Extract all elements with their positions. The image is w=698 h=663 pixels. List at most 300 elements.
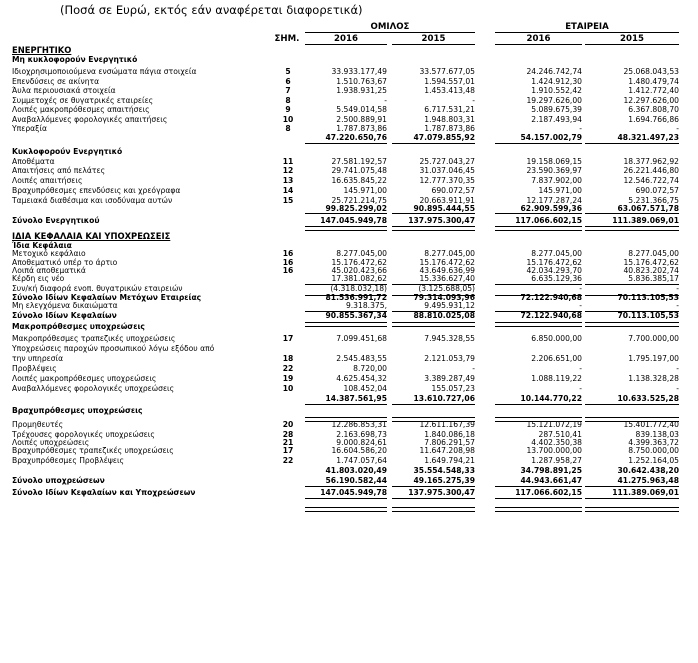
amount-cell: 5.089.675,39: [531, 105, 582, 114]
row-label: Απαιτήσεις από πελάτες: [12, 166, 106, 175]
subtotal-rule: [305, 404, 387, 405]
row-label: Αναβαλλόμενες φορολογικές υποχρεώσεις: [12, 384, 175, 393]
subtotal-rule: [495, 213, 582, 214]
note-ref: 7: [285, 86, 291, 95]
amount-cell: 1.138.328,28: [628, 374, 679, 383]
row-label: Ταμειακά διαθέσιμα και ισοδύναμα αυτών: [12, 196, 173, 205]
amount-cell: 47.220.650,76: [325, 133, 387, 142]
row-label: Σύνολο Ιδίων Κεφαλαίων: [12, 311, 117, 320]
subtotal-rule: [585, 498, 679, 499]
statement-row: [0, 67, 698, 77]
amount-cell: 45.020.423,66: [331, 266, 387, 275]
note-ref: 8: [285, 96, 291, 105]
amount-cell: 81.536.991,72: [325, 293, 387, 302]
amount-cell: 690.072,57: [635, 186, 679, 195]
note-ref: [278, 133, 298, 143]
statement-row: [0, 176, 698, 186]
amount-cell: [392, 344, 475, 354]
amount-cell: -: [676, 284, 679, 293]
amount-cell: 111.389.069,01: [612, 216, 679, 225]
amount-cell: 31.037.046,45: [419, 166, 475, 175]
amount-cell: 1.412.772,40: [628, 86, 679, 95]
row-label: Άυλα περιουσιακά στοιχεία: [12, 86, 116, 95]
amount-cell: 147.045.949,78: [320, 488, 387, 497]
subtotal-rule: [585, 295, 679, 296]
amount-cell: 44.943.661,47: [520, 476, 582, 485]
row-label: Λοιπά αποθεματικά: [12, 266, 86, 275]
amount-cell: 27.581.192,57: [331, 157, 387, 166]
amount-cell: 15.121.072,19: [526, 420, 582, 429]
row-label: Μακροπρόθεσμες υποχρεώσεις: [12, 322, 145, 331]
statement-row: [0, 344, 698, 354]
amount-cell: -: [579, 124, 582, 133]
amount-cell: 2.545.483,55: [336, 354, 387, 363]
amount-cell: 1.594.557,01: [424, 77, 475, 86]
amount-cell: 690.072,57: [431, 186, 475, 195]
amount-cell: -: [676, 364, 679, 373]
total-double-rule: [392, 226, 475, 231]
note-ref: [278, 231, 298, 241]
note-ref: 15: [282, 196, 294, 205]
amount-cell: 29.741.075,48: [331, 166, 387, 175]
amount-cell: 6.850.000,00: [531, 334, 582, 343]
note-ref: 14: [282, 186, 294, 195]
amount-cell: [392, 55, 475, 65]
subtotal-rule: [392, 311, 475, 312]
amount-cell: 70.113.105,53: [617, 293, 679, 302]
amount-cell: 2.121.053,79: [424, 354, 475, 363]
row-label: ΕΝΕΡΓΗΤΙΚΟ: [12, 45, 72, 55]
subtotal-rule: [392, 213, 475, 214]
statement-row: [0, 394, 698, 404]
amount-cell: 49.165.275,39: [413, 476, 475, 485]
amount-cell: 72.122.940,68: [520, 311, 582, 320]
note-ref: [278, 394, 298, 404]
amount-cell: [305, 45, 387, 55]
amount-cell: 9.318.375,: [345, 301, 387, 310]
row-label: Υπεραξία: [12, 124, 47, 133]
amount-cell: 19.297.626,00: [526, 96, 582, 105]
row-label: Σύνολο υποχρεώσεων: [12, 476, 105, 485]
row-label: Αποθέματα: [12, 157, 55, 166]
amount-cell: (4.318.032,18): [330, 284, 387, 293]
amount-cell: 41.275.963,48: [617, 476, 679, 485]
amount-cell: 15.401.772,40: [623, 420, 679, 429]
row-label: Υποχρεώσεις παροχών προσωπικού λόγω εξόδου από: [12, 344, 215, 353]
statement-row: [0, 384, 698, 394]
row-label: Τρέχουσες φορολογικές υποχρεώσεις: [12, 430, 155, 439]
amount-cell: [392, 231, 475, 241]
amount-cell: [495, 147, 582, 157]
amount-cell: [585, 147, 679, 157]
company-header-rule: [495, 32, 679, 33]
row-label: Λοιπές υποχρεώσεις: [12, 438, 90, 447]
amount-cell: [585, 231, 679, 241]
subtotal-rule: [495, 486, 582, 487]
amount-cell: 7.099.451,68: [336, 334, 387, 343]
subtotal-rule: [392, 143, 475, 144]
note-ref: [278, 476, 298, 486]
amount-cell: 15.336.627,40: [419, 274, 475, 283]
company-2015-header: 2015: [620, 34, 644, 44]
note-ref: 21: [282, 438, 294, 447]
amount-cell: 15.176.472,62: [526, 258, 582, 267]
amount-cell: 2.163.698,73: [336, 430, 387, 439]
amount-cell: 25.727.043,27: [419, 157, 475, 166]
row-label: Κυκλοφορούν Ενεργητικό: [12, 147, 123, 156]
row-label: Σύνολο Ιδίων Κεφαλαίων και Υποχρεώσεων: [12, 488, 196, 497]
note-ref: [278, 466, 298, 476]
amount-cell: 12.177.287,24: [526, 196, 582, 205]
row-label: Βραχυπρόθεσμες Προβλέψεις: [12, 456, 124, 465]
row-label: Βραχυπρόθεσμες υποχρεώσεις: [12, 406, 143, 415]
subtotal-rule: [305, 143, 387, 144]
amount-cell: 1.938.931,25: [336, 86, 387, 95]
total-double-rule: [305, 322, 387, 327]
amount-cell: 8.277.045,00: [531, 249, 582, 258]
amount-cell: 12.286.853,31: [331, 420, 387, 429]
amount-cell: 1.948.803,31: [424, 115, 475, 124]
note-ref: 5: [285, 67, 291, 76]
amount-cell: 145.971,00: [538, 186, 582, 195]
note-ref: 20: [282, 420, 294, 429]
amount-cell: -: [579, 284, 582, 293]
total-double-rule: [305, 226, 387, 231]
statement-row: [0, 301, 698, 311]
row-label: Κέρδη εις νέο: [12, 274, 65, 283]
amount-cell: 19.158.069,15: [526, 157, 582, 166]
row-label: Μη ελεγχόμενα δικαιώματα: [12, 301, 118, 310]
amount-cell: 839.138,03: [635, 430, 679, 439]
note-ref: 22: [282, 364, 294, 373]
total-double-rule: [392, 322, 475, 327]
amount-cell: 25.068.043,53: [623, 67, 679, 76]
subtotal-rule: [305, 486, 387, 487]
statement-row: [0, 374, 698, 384]
amount-cell: 117.066.602,15: [515, 488, 582, 497]
amount-cell: [585, 406, 679, 416]
total-double-rule: [585, 226, 679, 231]
amount-cell: 20.663.911,91: [419, 196, 475, 205]
amount-cell: 1.795.197,00: [628, 354, 679, 363]
row-label: Μη κυκλοφορούν Ενεργητικό: [12, 55, 138, 64]
subtotal-rule: [305, 284, 387, 285]
amount-cell: 88.810.025,08: [413, 311, 475, 320]
amount-cell: 15.176.472,62: [331, 258, 387, 267]
total-double-rule: [495, 226, 582, 231]
amount-cell: 8.277.045,00: [336, 249, 387, 258]
total-double-rule: [585, 507, 679, 512]
subtotal-rule: [495, 284, 582, 285]
amount-cell: 12.546.722,74: [623, 176, 679, 185]
subtotal-rule: [495, 295, 582, 296]
note-ref: [278, 406, 298, 416]
amount-cell: [305, 147, 387, 157]
amount-cell: 16.604.586,20: [331, 446, 387, 455]
note-ref: 6: [285, 77, 291, 86]
amount-cell: [305, 55, 387, 65]
amount-cell: 2.187.493,94: [531, 115, 582, 124]
amount-cell: 8.277.045,00: [424, 249, 475, 258]
amount-cell: [495, 406, 582, 416]
amount-cell: [495, 231, 582, 241]
amount-cell: [585, 55, 679, 65]
note-ref: 17: [282, 334, 294, 343]
amount-cell: 7.700.000,00: [628, 334, 679, 343]
subtotal-rule: [305, 213, 387, 214]
amount-cell: [495, 55, 582, 65]
statement-row: [0, 86, 698, 96]
statement-row: [0, 166, 698, 176]
amount-cell: [392, 147, 475, 157]
amount-cell: 1.453.413,48: [424, 86, 475, 95]
statement-row: [0, 334, 698, 344]
note-ref: [278, 274, 298, 284]
amount-cell: 3.389.287,49: [424, 374, 475, 383]
amount-cell: -: [579, 301, 582, 310]
amount-cell: 9.000.824,61: [336, 438, 387, 447]
amount-cell: 4.625.454,32: [336, 374, 387, 383]
note-ref: [278, 147, 298, 157]
note-ref: [278, 311, 298, 321]
statement-row: [0, 216, 698, 226]
statement-row: [0, 476, 698, 486]
amount-cell: 18.377.962,92: [623, 157, 679, 166]
amount-cell: [585, 344, 679, 354]
amount-cell: -: [579, 364, 582, 373]
note-ref: [278, 301, 298, 311]
amount-cell: [495, 344, 582, 354]
amount-cell: 15.176.472,62: [623, 258, 679, 267]
row-label: Αναβαλλόμενες φορολογικές απαιτήσεις: [12, 115, 168, 124]
statement-row: [0, 105, 698, 115]
amount-cell: 25.721.214,75: [331, 196, 387, 205]
total-double-rule: [585, 417, 679, 422]
amount-cell: 108.452,04: [343, 384, 387, 393]
amount-cell: -: [384, 96, 387, 105]
row-label: Λοιπές μακροπρόθεσμες υποχρεώσεις: [12, 374, 157, 383]
subtotal-rule: [585, 404, 679, 405]
amount-cell: 1.747.057,64: [336, 456, 387, 465]
subtotal-rule: [585, 143, 679, 144]
subtotal-rule: [585, 213, 679, 214]
group-header-rule: [305, 32, 475, 33]
note-ref: [278, 204, 298, 214]
statement-row: [0, 456, 698, 466]
amount-cell: 12.611.167,39: [419, 420, 475, 429]
subtotal-rule: [585, 284, 679, 285]
amount-cell: 1.649.794,21: [424, 456, 475, 465]
group-header: ΟΜΙΛΟΣ: [370, 22, 410, 32]
amount-cell: 8.750.000,00: [628, 446, 679, 455]
subtotal-rule: [392, 486, 475, 487]
subtotal-rule: [495, 404, 582, 405]
subtotal-rule: [305, 295, 387, 296]
amount-cell: 1.787.873,86: [336, 124, 387, 133]
amount-cell: 40.823.202,74: [623, 266, 679, 275]
amount-cell: 15.176.472,62: [419, 258, 475, 267]
row-label: Βραχυπρόθεσμες επενδύσεις και χρεόγραφα: [12, 186, 181, 195]
row-label: Σύνολο Ιδίων Κεφαλαίων Μετόχων Εταιρείας: [12, 293, 202, 302]
amount-cell: 1.840.086,18: [424, 430, 475, 439]
row-label: Συν/κή διαφορά ενοπ. θυγατρικών εταιρειών: [12, 284, 183, 293]
amount-cell: 4.399.363,72: [628, 438, 679, 447]
amount-cell: 90.895.444,55: [413, 204, 475, 213]
subtotal-rule: [392, 404, 475, 405]
note-ref: [278, 216, 298, 226]
row-label: Μετοχικό κεφάλαιο: [12, 249, 86, 258]
amount-cell: 70.113.105,53: [617, 311, 679, 320]
note-ref: [278, 344, 298, 354]
subtotal-rule: [585, 311, 679, 312]
amount-cell: 43.649.636,99: [419, 266, 475, 275]
note-ref: [278, 55, 298, 65]
statement-row: [0, 364, 698, 374]
total-double-rule: [392, 507, 475, 512]
amount-cell: 13.610.727,06: [413, 394, 475, 403]
note-ref: [278, 45, 298, 55]
amount-cell: 54.157.002,79: [520, 133, 582, 142]
amount-cell: 145.971,00: [343, 186, 387, 195]
amount-cell: 48.321.497,23: [617, 133, 679, 142]
note-ref: 22: [282, 456, 294, 465]
amount-cell: 5.549.014,58: [336, 105, 387, 114]
amount-cell: 24.246.742,74: [526, 67, 582, 76]
amount-cell: 23.590.369,97: [526, 166, 582, 175]
amount-cell: 63.067.571,78: [617, 204, 679, 213]
amount-cell: 2.500.889,91: [336, 115, 387, 124]
total-double-rule: [585, 322, 679, 327]
statement-row: [0, 45, 698, 55]
note-column-header: ΣΗΜ.: [274, 34, 300, 44]
amount-cell: 17.381.082,62: [331, 274, 387, 283]
note-ref: 9: [285, 105, 291, 114]
amount-cell: 13.700.000,00: [526, 446, 582, 455]
statement-row: [0, 231, 698, 241]
amount-cell: 287.510,41: [538, 430, 582, 439]
amount-cell: 12.777.370,35: [419, 176, 475, 185]
amount-cell: [495, 45, 582, 55]
statement-row: [0, 274, 698, 284]
amount-cell: -: [472, 364, 475, 373]
amount-cell: 137.975.300,47: [408, 216, 475, 225]
amount-cell: 79.314.093,96: [413, 293, 475, 302]
row-label: Βραχυπρόθεσμες τραπεζικές υποχρεώσεις: [12, 446, 174, 455]
amount-cell: 1.910.552,42: [531, 86, 582, 95]
subtotal-rule: [392, 295, 475, 296]
amount-cell: 56.190.582,44: [325, 476, 387, 485]
statement-row: [0, 466, 698, 476]
note-ref: 16: [282, 266, 294, 275]
note-ref: 16: [282, 258, 294, 267]
subtotal-rule: [585, 486, 679, 487]
amount-cell: -: [472, 96, 475, 105]
currency-note: (Ποσά σε Ευρώ, εκτός εάν αναφέρεται διαφορετικά): [60, 3, 363, 17]
subtotal-rule: [495, 143, 582, 144]
amount-cell: 1.694.766,86: [628, 115, 679, 124]
row-label: Αποθεματικό υπέρ το άρτιο: [12, 258, 118, 267]
amount-cell: 47.079.855,92: [413, 133, 475, 142]
amount-cell: 8.720,00: [353, 364, 387, 373]
amount-cell: 7.806.291,57: [424, 438, 475, 447]
amount-cell: 111.389.069,01: [612, 488, 679, 497]
amount-cell: 62.909.599,36: [520, 204, 582, 213]
note-ref: 16: [282, 249, 294, 258]
amount-cell: -: [676, 124, 679, 133]
amount-cell: 4.402.350,38: [531, 438, 582, 447]
note-ref: 10: [282, 115, 294, 124]
statement-row: [0, 133, 698, 143]
amount-cell: 137.975.300,47: [408, 488, 475, 497]
total-double-rule: [305, 507, 387, 512]
note-ref: 13: [282, 176, 294, 185]
amount-cell: 10.633.525,28: [617, 394, 679, 403]
amount-cell: 147.045.949,78: [320, 216, 387, 225]
total-double-rule: [392, 417, 475, 422]
amount-cell: 1.088.119,22: [531, 374, 582, 383]
amount-cell: 35.554.548,33: [413, 466, 475, 475]
note-ref: [278, 488, 298, 498]
amount-cell: [305, 344, 387, 354]
row-label: Ίδια Κεφάλαια: [12, 241, 72, 250]
amount-cell: [392, 406, 475, 416]
amount-cell: [305, 406, 387, 416]
amount-cell: 16.635.845,22: [331, 176, 387, 185]
amount-cell: 7.837.902,00: [531, 176, 582, 185]
subtotal-rule: [392, 284, 475, 285]
amount-cell: [305, 231, 387, 241]
note-ref: 12: [282, 166, 294, 175]
statement-row: [0, 354, 698, 364]
total-double-rule: [495, 507, 582, 512]
statement-row: [0, 446, 698, 456]
row-label: Λοιπές μακροπρόθεσμες απαιτήσεις: [12, 105, 150, 114]
statement-row: [0, 311, 698, 321]
amount-cell: 33.577.677,05: [419, 67, 475, 76]
amount-cell: 1.510.763,67: [336, 77, 387, 86]
row-label: Σύνολο Ενεργητικού: [12, 216, 100, 225]
total-double-rule: [495, 322, 582, 327]
amount-cell: 41.803.020,49: [325, 466, 387, 475]
amount-cell: (3.125.688,05): [418, 284, 475, 293]
note-ref: 11: [282, 157, 294, 166]
amount-cell: 14.387.561,95: [325, 394, 387, 403]
total-double-rule: [495, 417, 582, 422]
statement-row: [0, 55, 698, 65]
note-ref: 28: [282, 430, 294, 439]
amount-cell: [392, 45, 475, 55]
amount-cell: 155.057,23: [431, 384, 475, 393]
amount-cell: 11.647.208,98: [419, 446, 475, 455]
amount-cell: 6.635.129,36: [531, 274, 582, 283]
amount-cell: -: [579, 384, 582, 393]
amount-cell: 26.221.446,80: [623, 166, 679, 175]
amount-cell: 30.642.438,20: [617, 466, 679, 475]
amount-cell: 90.855.367,34: [325, 311, 387, 320]
amount-cell: 1.252.164,05: [628, 456, 679, 465]
subtotal-rule: [495, 311, 582, 312]
amount-cell: 7.945.328,55: [424, 334, 475, 343]
subtotal-rule: [495, 498, 582, 499]
note-ref: 19: [282, 374, 294, 383]
group-2015-header: 2015: [421, 34, 446, 44]
total-double-rule: [305, 417, 387, 422]
statement-row: [0, 488, 698, 498]
amount-cell: 34.798.891,25: [520, 466, 582, 475]
row-label: Προβλέψεις: [12, 364, 57, 373]
amount-cell: 9.495.931,12: [424, 301, 475, 310]
note-ref: 8: [285, 124, 291, 133]
